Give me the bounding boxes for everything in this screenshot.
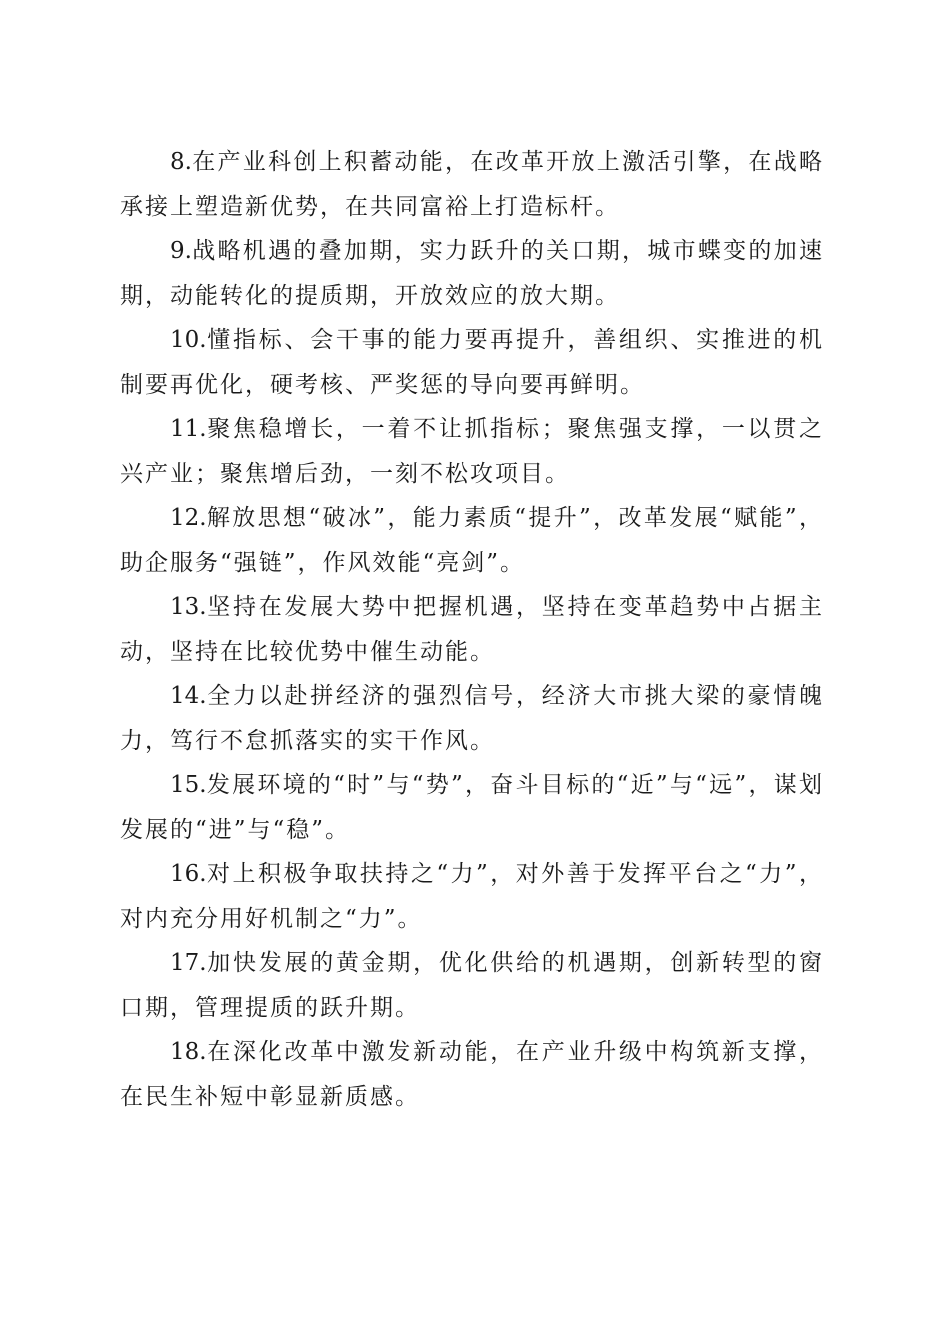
paragraph-number: 11. [170, 416, 207, 442]
paragraph-12 [120, 496, 824, 585]
paragraph-13 [120, 585, 824, 674]
paragraph-15 [120, 763, 824, 852]
paragraph-text: 聚焦稳增长，一着不让抓指标；聚焦强支撑，一以贯之兴产业；聚焦增后劲，一刻不松攻项目。 [120, 416, 824, 487]
paragraph-number: 15. [170, 772, 207, 798]
paragraph-text: 懂指标、会干事的能力要再提升，善组织、实推进的机制要再优化，硬考核、严奖惩的导向要再鲜明。 [120, 327, 824, 398]
paragraph-14 [120, 674, 824, 763]
paragraph-number: 14. [170, 683, 207, 709]
paragraph-number: 10. [170, 327, 207, 353]
paragraph-17 [120, 941, 824, 1030]
paragraph-number: 13. [170, 594, 207, 620]
paragraph-18 [120, 1030, 824, 1119]
paragraph-text: 全力以赴拼经济的强烈信号，经济大市挑大梁的豪情魄力，笃行不怠抓落实的实干作风。 [120, 683, 824, 754]
paragraph-text: 解放思想“破冰”，能力素质“提升”，改革发展“赋能”，助企服务“强链”，作风效能“亮剑”。 [120, 505, 824, 576]
paragraph-text: 对上积极争取扶持之“力”，对外善于发挥平台之“力”，对内充分用好机制之“力”。 [120, 861, 824, 932]
paragraph-text: 战略机遇的叠加期，实力跃升的关口期，城市蝶变的加速期，动能转化的提质期，开放效应的放大期。 [120, 238, 824, 309]
paragraph-number: 9. [170, 238, 192, 264]
paragraph-8 [120, 140, 824, 229]
document-body [120, 140, 824, 1119]
paragraph-16 [120, 852, 824, 941]
paragraph-number: 17. [170, 950, 207, 976]
paragraph-11 [120, 407, 824, 496]
paragraph-number: 16. [170, 861, 207, 887]
paragraph-number: 18. [170, 1039, 207, 1065]
paragraph-text: 在产业科创上积蓄动能，在改革开放上激活引擎，在战略承接上塑造新优势，在共同富裕上打造标杆。 [120, 149, 824, 220]
paragraph-text: 发展环境的“时”与“势”，奋斗目标的“近”与“远”，谋划发展的“进”与“稳”。 [120, 772, 824, 843]
paragraph-text: 加快发展的黄金期，优化供给的机遇期，创新转型的窗口期，管理提质的跃升期。 [120, 950, 824, 1021]
paragraph-9 [120, 229, 824, 318]
paragraph-number: 8. [170, 149, 192, 175]
paragraph-text: 坚持在发展大势中把握机遇，坚持在变革趋势中占据主动，坚持在比较优势中催生动能。 [120, 594, 824, 665]
paragraph-number: 12. [170, 505, 207, 531]
paragraph-text: 在深化改革中激发新动能，在产业升级中构筑新支撑，在民生补短中彰显新质感。 [120, 1039, 824, 1110]
paragraph-10 [120, 318, 824, 407]
